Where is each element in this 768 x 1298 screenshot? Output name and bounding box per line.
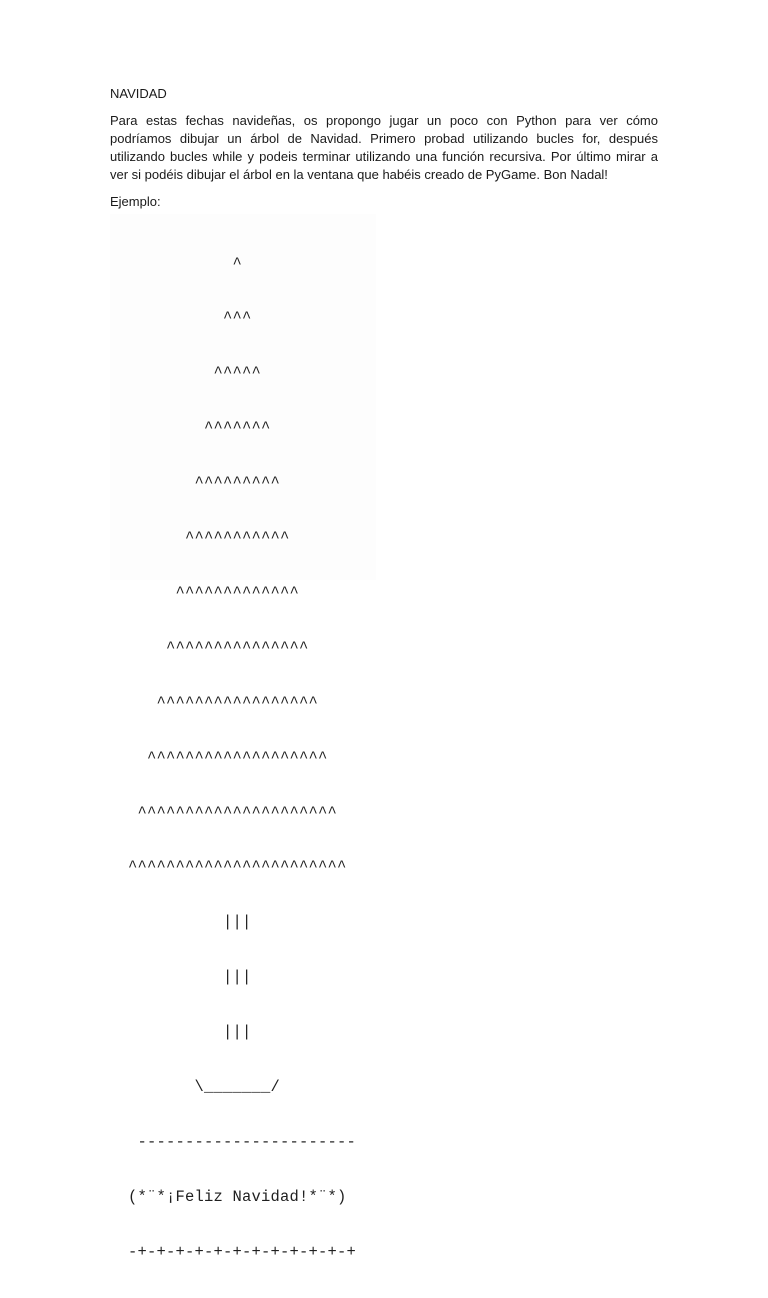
ascii-tree	[110, 214, 376, 1298]
ascii-tree-line: ^^^^^^^^^^^^^^^^^^^^^	[128, 803, 338, 822]
ascii-tree-line: ^^^^^^^^^^^^^^^	[128, 638, 309, 657]
intro-paragraph: Para estas fechas navideñas, os propongo jugar un poco con Python para ver cómo podríamos dibujar un árbol de Navidad. Primero probad utilizando bucles for, después utilizando bucles while y podeis terminar utilizando una función recursiva. Por último mirar a ver si podéis dibujar el árbol en la ventana que habéis creado de PyGame. Bon Nadal!	[110, 113, 658, 182]
example-label: Ejemplo:	[110, 194, 161, 209]
document-title: NAVIDAD	[110, 86, 167, 101]
ascii-trunk-line: |||	[128, 1023, 252, 1042]
ascii-trunk-line: |||	[128, 913, 252, 932]
ascii-tree-line: ^^^^^^^^^^^	[128, 529, 290, 548]
ascii-tree-line: ^^^^^^^^^	[128, 474, 281, 493]
ascii-tree-line: ^^^^^^^^^^^^^	[128, 583, 300, 602]
ascii-tree-line: ^^^	[128, 309, 252, 328]
ascii-divider-line: -----------------------	[128, 1132, 357, 1151]
ascii-tree-image	[110, 214, 376, 1261]
ascii-tree-line: ^^^^^^^^^^^^^^^^^^^^^^^	[128, 858, 347, 877]
ascii-tree-line: ^^^^^^^	[128, 419, 271, 438]
ascii-tree-line: ^	[128, 254, 243, 273]
ascii-pot-line: \_______/	[128, 1077, 281, 1096]
ascii-tree-line: ^^^^^	[128, 364, 262, 383]
ascii-tree-line: ^^^^^^^^^^^^^^^^^	[128, 693, 319, 712]
ascii-border-line: -+-+-+-+-+-+-+-+-+-+-+-+	[128, 1242, 357, 1261]
ascii-greeting-line: (*¨*¡Feliz Navidad!*¨*)	[128, 1187, 347, 1206]
ascii-tree-line: ^^^^^^^^^^^^^^^^^^^	[128, 748, 328, 767]
ascii-trunk-line: |||	[128, 968, 252, 987]
document-page	[110, 85, 658, 1261]
